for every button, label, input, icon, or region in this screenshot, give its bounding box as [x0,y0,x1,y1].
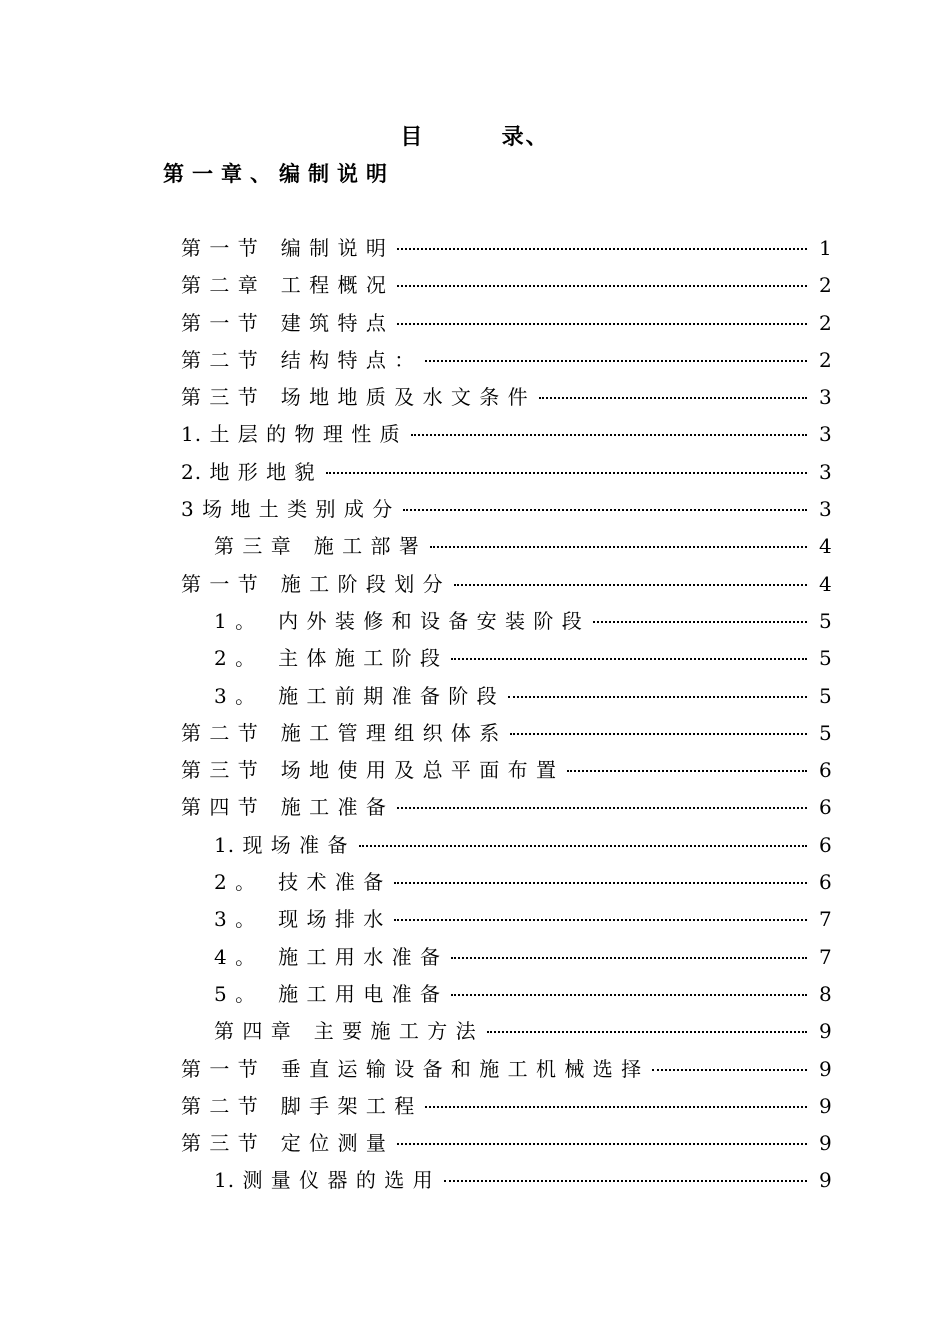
toc-entry-label: 第 一 节 建 筑 特 点 [181,310,387,335]
toc-entry-label: 2 。 技 术 准 备 [214,870,385,895]
dot-leader [397,807,807,809]
dot-leader [451,957,807,959]
dot-leader [394,882,807,884]
toc-entry-label: 第 一 节 编 制 说 明 [181,236,387,260]
dot-leader [652,1069,807,1071]
toc-entry-page-number: 1 [819,236,832,260]
dot-leader [451,994,807,996]
toc-entry[interactable] [181,752,831,789]
toc-entry-page-number: 3 [819,497,832,522]
toc-entry-page-number: 7 [819,944,832,969]
toc-entry-label: 第 二 节 结 构 特 点 ： [181,347,416,372]
toc-entry-page-number: 9 [819,1019,832,1044]
toc-entry[interactable] [181,379,831,416]
toc-entry[interactable] [181,491,831,528]
toc-entry-page-number: 7 [819,907,832,932]
dot-leader [444,1180,807,1182]
toc-entry-label: 1 。 内 外 装 修 和 设 备 安 装 阶 段 [214,608,583,633]
toc-entry-page-number: 9 [819,1131,832,1156]
toc-entry-page-number: 5 [819,608,832,633]
dot-leader [508,696,807,698]
toc-entry-label: 3 。 现 场 排 水 [214,907,385,932]
toc-entry[interactable] [181,342,831,379]
toc-entry-page-number: 3 [819,422,832,447]
dot-leader [403,509,807,511]
dot-leader [425,360,807,362]
toc-entry-page-number: 2 [819,273,832,298]
toc-entry[interactable] [181,976,831,1013]
toc-entry[interactable] [181,939,831,976]
toc-entry-label: 5 。 施 工 用 电 准 备 [214,981,441,1006]
toc-entry[interactable] [181,528,831,565]
toc-entry-page-number: 4 [819,534,832,559]
dot-leader [397,1143,807,1145]
toc-entry-page-number: 2 [819,347,832,372]
dot-leader [359,845,807,847]
toc-entry-label: 第 二 节 脚 手 架 工 程 [181,1093,416,1118]
toc-entry[interactable] [181,267,831,304]
toc-entry-page-number: 8 [819,981,832,1006]
dot-leader [487,1031,807,1033]
toc-entry[interactable] [181,678,831,715]
dot-leader [539,397,807,399]
dot-leader [454,584,807,586]
toc-entry[interactable] [181,901,831,938]
toc-entry-label: 1. 测 量 仪 器 的 选 用 [214,1168,434,1193]
toc-entry-label: 第 一 节 施 工 阶 段 划 分 [181,571,444,596]
toc-entry[interactable] [181,566,831,603]
toc-entry-label: 第 三 节 场 地 地 质 及 水 文 条 件 [181,385,529,410]
toc-entry-label: 3 。 施 工 前 期 准 备 阶 段 [214,683,498,708]
toc-entry-label: 3 场 地 土 类 别 成 分 [181,497,394,522]
toc-entry[interactable] [181,454,831,491]
toc-entry[interactable] [181,416,831,453]
toc-entry[interactable] [181,864,831,901]
dot-leader [430,546,807,548]
toc-entry-label: 2. 地 形 地 貌 [181,459,316,484]
toc-entry-page-number: 3 [819,385,832,410]
toc-entry[interactable] [181,603,831,640]
dot-leader [397,323,807,325]
toc-entry-page-number: 2 [819,310,832,335]
toc-entry-label: 1. 土 层 的 物 理 性 质 [181,422,401,447]
toc-entry-label: 第 二 节 施 工 管 理 组 织 体 系 [181,720,501,745]
toc-entry-page-number: 6 [819,832,832,857]
toc-entry-page-number: 9 [819,1093,832,1118]
page-title: 目 录、 [400,125,550,150]
toc-entry-page-number: 9 [819,1056,832,1081]
toc-entry-page-number: 3 [819,459,832,484]
toc-entry[interactable] [181,827,831,864]
toc-entry-label: 第 三 章 施 工 部 署 [214,534,420,559]
toc-entry-label: 2 。 主 体 施 工 阶 段 [214,646,441,671]
dot-leader [397,248,807,250]
dot-leader [593,621,807,623]
toc-entry-page-number: 4 [819,571,832,596]
toc-entry-label: 第 四 章 主 要 施 工 方 法 [214,1019,477,1044]
toc-entry-label: 第 三 节 场 地 使 用 及 总 平 面 布 置 [181,758,558,783]
dot-leader [567,770,807,772]
toc-entry[interactable] [181,1125,831,1162]
chapter-heading: 第一章、编制说明 [163,162,395,186]
toc-entry[interactable] [181,1051,831,1088]
toc-entry[interactable] [181,1162,831,1199]
toc-entry[interactable] [181,789,831,826]
dot-leader [425,1106,807,1108]
toc-entry-page-number: 5 [819,720,832,745]
dot-leader [326,472,807,474]
toc-entry[interactable] [181,715,831,752]
dot-leader [397,285,807,287]
dot-leader [510,733,807,735]
dot-leader [451,658,807,660]
toc-entry-page-number: 6 [819,758,832,783]
toc-entry-page-number: 6 [819,795,832,820]
toc-entry[interactable] [181,305,831,342]
toc-entry-label: 第 四 节 施 工 准 备 [181,795,387,820]
toc-entry-page-number: 5 [819,646,832,671]
toc-entry-label: 第 三 节 定 位 测 量 [181,1131,387,1156]
toc-entry-page-number: 5 [819,683,832,708]
toc-entry[interactable] [181,640,831,677]
toc-entry-label: 4 。 施 工 用 水 准 备 [214,944,441,969]
toc-entry-page-number: 9 [819,1168,832,1193]
toc-entry[interactable] [181,1013,831,1050]
dot-leader [394,919,807,921]
dot-leader [411,434,807,436]
table-of-contents [181,230,831,1200]
toc-entry-label: 第 一 节 垂 直 运 输 设 备 和 施 工 机 械 选 择 [181,1056,643,1081]
toc-entry-label: 第 二 章 工 程 概 况 [181,273,387,298]
toc-entry[interactable] [181,1088,831,1125]
toc-entry-page-number: 6 [819,870,832,895]
toc-entry[interactable] [181,230,831,267]
toc-entry-label: 1. 现 场 准 备 [214,832,349,857]
